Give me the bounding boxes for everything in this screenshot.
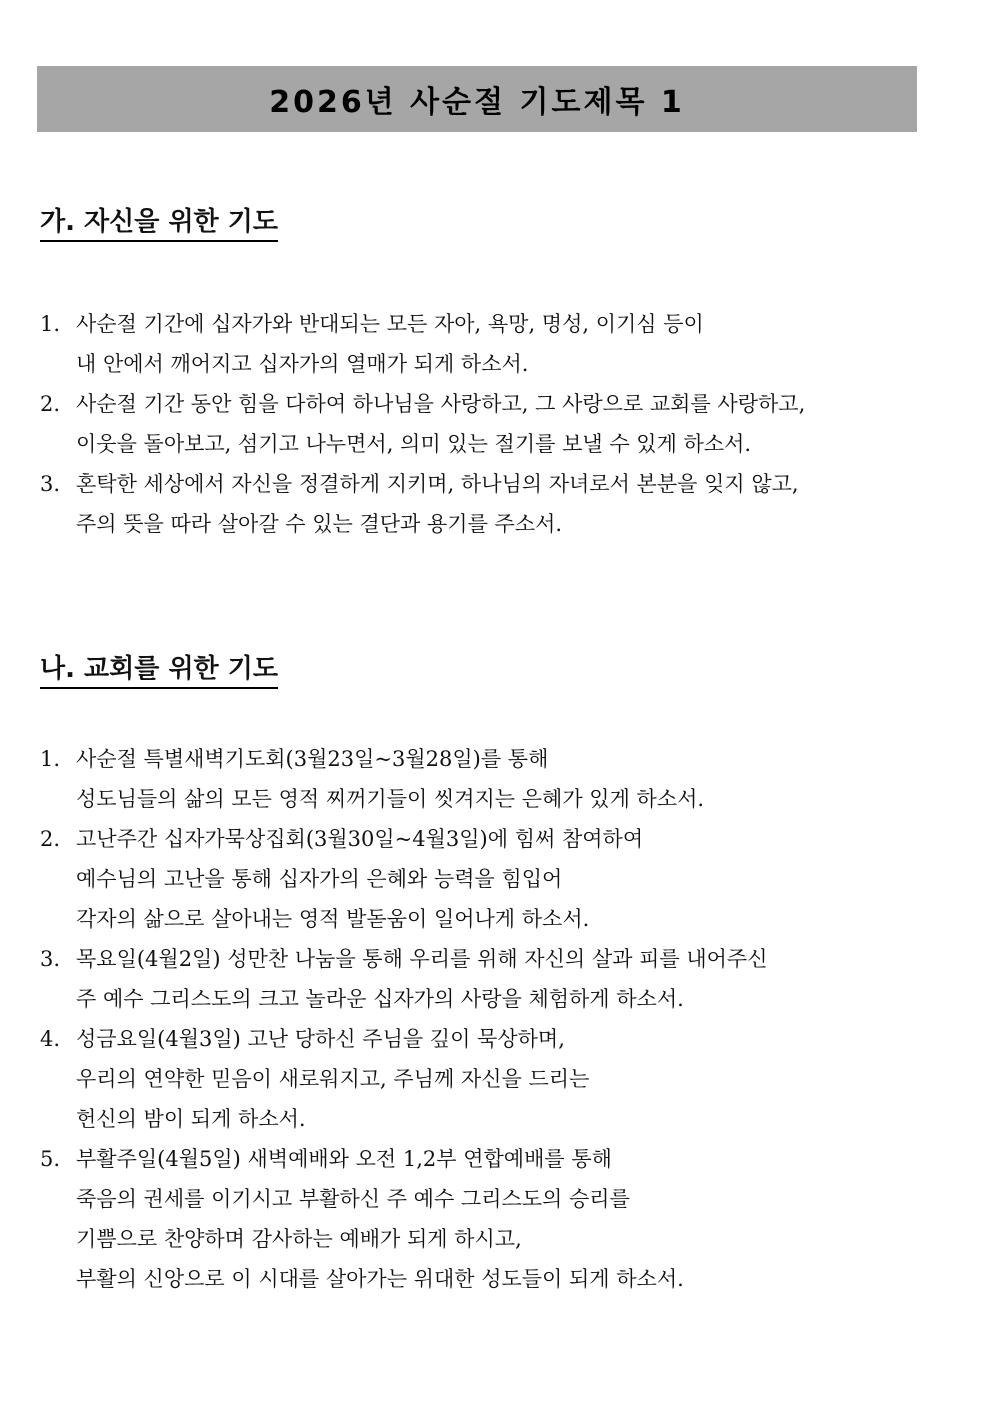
item-line: 부활주일(4월5일) 새벽예배와 오전 1,2부 연합예배를 통해 <box>76 1147 612 1171</box>
item-line: 주 예수 그리스도의 크고 놀라운 십자가의 사랑을 체험하게 하소서. <box>76 987 684 1011</box>
item-line: 기쁨으로 찬양하며 감사하는 예배가 되게 하시고, <box>76 1227 522 1251</box>
prayer-item <box>40 939 940 1019</box>
item-number: 1. <box>40 312 61 336</box>
item-line: 주의 뜻을 따라 살아갈 수 있는 결단과 용기를 주소서. <box>76 512 563 536</box>
item-line: 목요일(4월2일) 성만찬 나눔을 통해 우리를 위해 자신의 살과 피를 내어주신 <box>76 947 768 971</box>
prayer-item <box>40 304 940 384</box>
item-line: 이웃을 돌아보고, 섬기고 나누면서, 의미 있는 절기를 보낼 수 있게 하소서. <box>76 432 752 456</box>
title-banner <box>37 66 917 132</box>
item-line: 각자의 삶으로 살아내는 영적 발돋움이 일어나게 하소서. <box>76 907 590 931</box>
item-line: 죽음의 권세를 이기시고 부활하신 주 예수 그리스도의 승리를 <box>76 1187 630 1211</box>
item-line: 사순절 기간에 십자가와 반대되는 모든 자아, 욕망, 명성, 이기심 등이 <box>76 312 704 336</box>
item-number: 3. <box>40 472 61 496</box>
item-line: 부활의 신앙으로 이 시대를 살아가는 위대한 성도들이 되게 하소서. <box>76 1267 684 1291</box>
item-number: 2. <box>40 827 61 851</box>
item-number: 5. <box>40 1147 61 1171</box>
item-line: 혼탁한 세상에서 자신을 정결하게 지키며, 하나님의 자녀로서 본분을 잊지 않고, <box>76 472 799 496</box>
item-number: 2. <box>40 392 61 416</box>
item-line: 사순절 기간 동안 힘을 다하여 하나님을 사랑하고, 그 사랑으로 교회를 사랑하고, <box>76 392 806 416</box>
item-line: 내 안에서 깨어지고 십자가의 열매가 되게 하소서. <box>76 352 529 376</box>
item-line: 성도님들의 삶의 모든 영적 찌꺼기들이 씻겨지는 은혜가 있게 하소서. <box>76 787 705 811</box>
prayer-item <box>40 819 940 939</box>
item-number: 4. <box>40 1027 61 1051</box>
section-church-prayer <box>40 652 940 1299</box>
prayer-list <box>40 739 940 1299</box>
section-self-prayer <box>40 205 940 544</box>
section-heading: 가. 자신을 위한 기도 <box>40 205 278 242</box>
prayer-item <box>40 384 940 464</box>
item-line: 우리의 연약한 믿음이 새로워지고, 주님께 자신을 드리는 <box>76 1067 590 1091</box>
section-heading: 나. 교회를 위한 기도 <box>40 652 278 689</box>
page-title: 2026년 사순절 기도제목 1 <box>269 85 685 120</box>
prayer-item <box>40 1019 940 1139</box>
item-line: 예수님의 고난을 통해 십자가의 은혜와 능력을 힘입어 <box>76 867 563 891</box>
item-number: 3. <box>40 947 61 971</box>
item-line: 고난주간 십자가묵상집회(3월30일~4월3일)에 힘써 참여하여 <box>76 827 644 851</box>
item-line: 성금요일(4월3일) 고난 당하신 주님을 깊이 묵상하며, <box>76 1027 565 1051</box>
item-number: 1. <box>40 747 61 771</box>
prayer-list <box>40 304 940 544</box>
prayer-item <box>40 1139 940 1299</box>
prayer-item <box>40 739 940 819</box>
prayer-item <box>40 464 940 544</box>
item-line: 헌신의 밤이 되게 하소서. <box>76 1107 306 1131</box>
item-line: 사순절 특별새벽기도회(3월23일~3월28일)를 통해 <box>76 747 549 771</box>
